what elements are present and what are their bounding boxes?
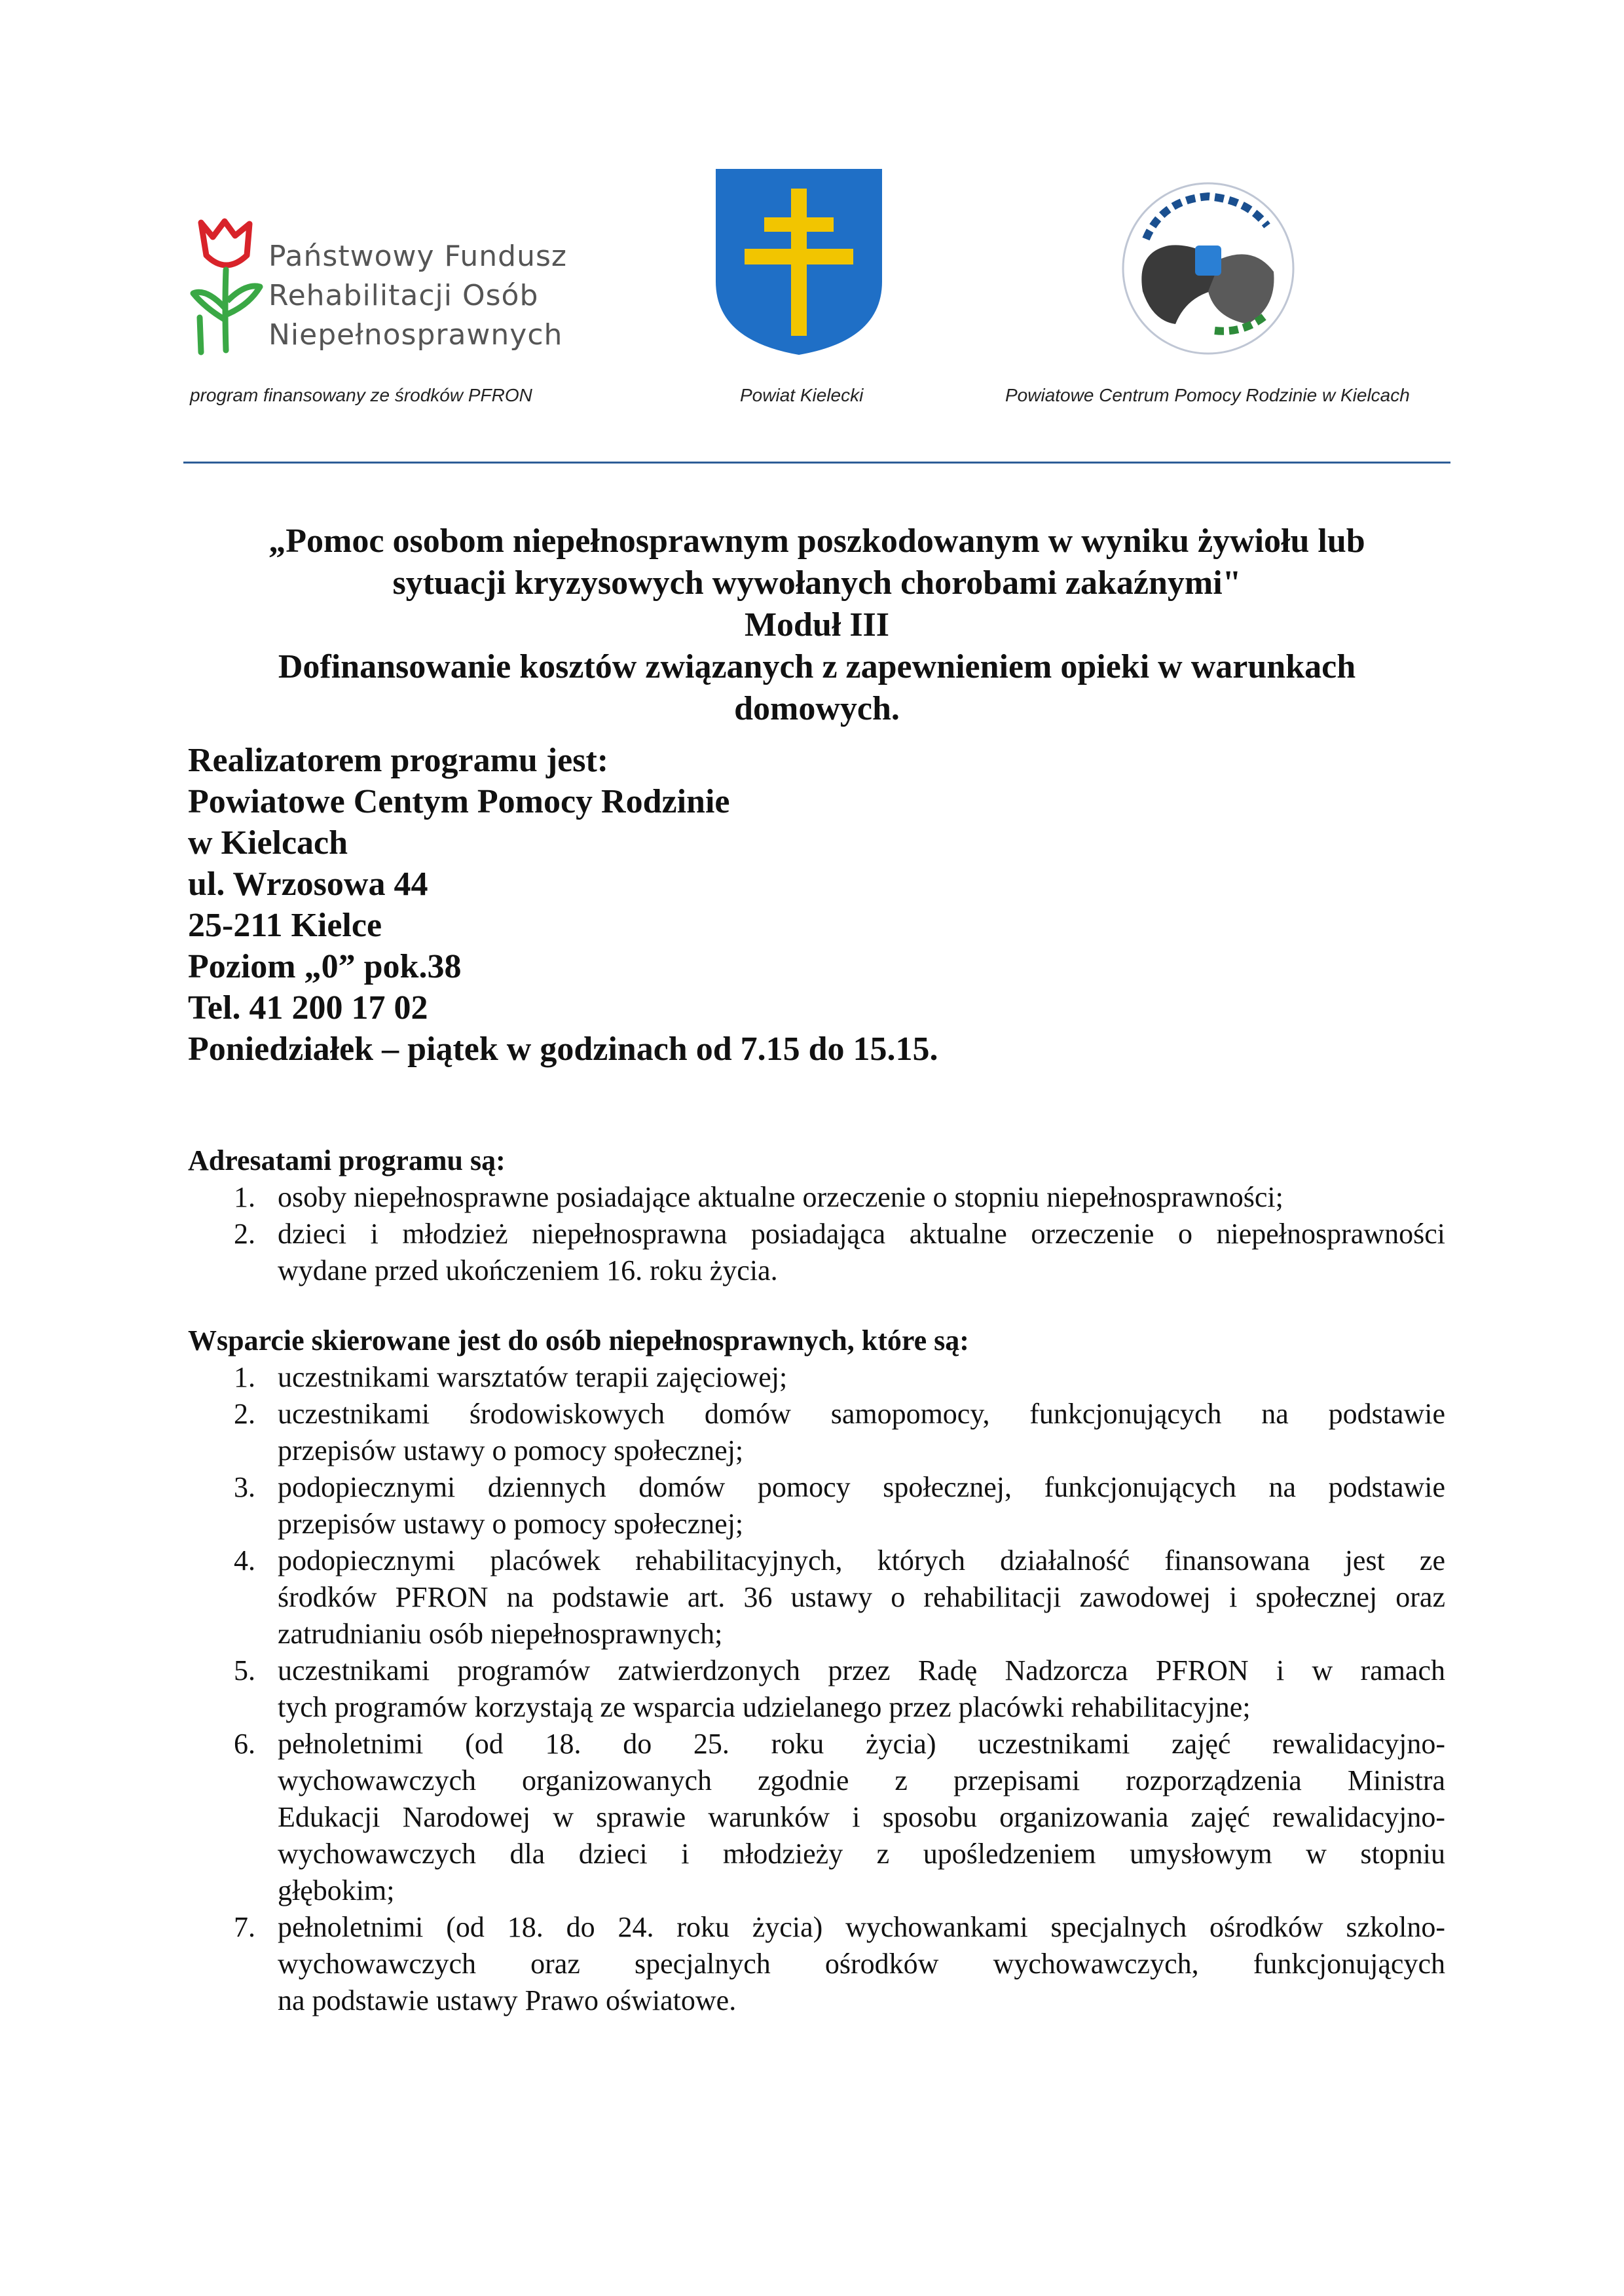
cross-crest-icon (710, 164, 887, 360)
pfron-name (268, 237, 567, 355)
pfron-caption: program finansowany ze środków PFRON (190, 385, 532, 405)
list-item (188, 1726, 1445, 1909)
powiat-caption: Powiat Kielecki (740, 385, 864, 405)
list-item-line: Edukacji Narodowej w sprawie warunków i sposobu organizowania zajęć rewalidacyjno- (278, 1801, 1445, 1833)
list-item-line: wydane przed ukończeniem 16. roku życia. (278, 1254, 778, 1286)
pcpr-logo (1116, 173, 1300, 363)
helping-hands-icon (1116, 173, 1300, 363)
list-number: 1. (234, 1181, 255, 1213)
support-list (188, 1359, 1445, 2019)
list-item-line: przepisów ustawy o pomocy społecznej; (278, 1508, 744, 1540)
list-item-line: uczestnikami warsztatów terapii zajęciowej; (278, 1361, 788, 1393)
addressees-list (188, 1179, 1445, 1289)
pfron-name-line: Niepełnosprawnych (268, 318, 563, 352)
list-number: 4. (234, 1544, 255, 1576)
info-line: w Kielcach (188, 824, 348, 862)
powiat-crest (710, 164, 887, 360)
list-item-line: tych programów korzystają ze wsparcia udzielanego przez placówki rehabilitacyjne; (278, 1691, 1251, 1723)
list-item-line: wychowawczych organizowanych zgodnie z przepisami rozporządzenia Ministra (278, 1764, 1445, 1796)
list-item-line: wychowawczych dla dzieci i młodzieży z upośledzeniem umysłowym w stopniu (278, 1838, 1445, 1870)
list-number: 3. (234, 1471, 255, 1503)
pcpr-caption: Powiatowe Centrum Pomocy Rodzinie w Kielcach (1005, 385, 1410, 405)
info-line: Powiatowe Centym Pomocy Rodzinie (188, 783, 730, 820)
list-item (188, 1179, 1445, 1216)
list-number: 5. (234, 1654, 255, 1686)
list-item (188, 1652, 1445, 1726)
list-item (188, 1542, 1445, 1652)
title-line: sytuacji kryzysowych wywołanych chorobami zakaźnymi" (392, 564, 1242, 602)
tulip-logo-icon (187, 210, 265, 360)
list-item-line: na podstawie ustawy Prawo oświatowe. (278, 1984, 737, 2016)
list-item-line: podopiecznymi dziennych domów pomocy społecznej, funkcjonujących na podstawie (278, 1471, 1445, 1503)
list-number: 2. (234, 1398, 255, 1430)
title-line: „Pomoc osobom niepełnosprawnym poszkodowanym w wyniku żywiołu lub (268, 522, 1365, 560)
list-item-line: dzieci i młodzież niepełnosprawna posiadająca aktualne orzeczenie o niepełnosprawności (278, 1218, 1445, 1250)
list-item-line: podopiecznymi placówek rehabilitacyjnych, których działalność finansowana jest ze (278, 1544, 1445, 1576)
info-line: ul. Wrzosowa 44 (188, 866, 428, 903)
title-line: domowych. (734, 690, 900, 727)
list-number: 7. (234, 1911, 255, 1943)
list-item (188, 1216, 1445, 1289)
support-section (188, 1322, 1445, 2019)
list-number: 1. (234, 1361, 255, 1393)
title-line: Dofinansowanie kosztów związanych z zapewnieniem opieki w warunkach (278, 648, 1356, 685)
list-item-line: wychowawczych oraz specjalnych ośrodków wychowawczych, funkcjonujących (278, 1948, 1445, 1980)
addressees-section (188, 1142, 1445, 1289)
pfron-logo (187, 210, 593, 360)
list-number: 6. (234, 1728, 255, 1760)
list-item (188, 1396, 1445, 1469)
list-item-line: środków PFRON na podstawie art. 36 ustawy o rehabilitacji zawodowej i społecznej oraz (278, 1581, 1445, 1613)
list-item-line: głębokim; (278, 1874, 395, 1906)
info-line: Poniedziałek – piątek w godzinach od 7.15 do 15.15. (188, 1030, 938, 1068)
contact-info (188, 740, 1432, 1070)
header-divider (183, 462, 1450, 464)
pfron-name-line: Rehabilitacji Osób (268, 279, 539, 312)
list-item-line: pełnoletnimi (od 18. do 25. roku życia) uczestnikami zajęć rewalidacyjno- (278, 1728, 1445, 1760)
list-item (188, 1469, 1445, 1542)
info-line: Realizatorem programu jest: (188, 742, 609, 779)
list-item-line: uczestnikami środowiskowych domów samopomocy, funkcjonujących na podstawie (278, 1398, 1445, 1430)
info-line: 25-211 Kielce (188, 907, 382, 944)
title-line: Moduł III (744, 606, 890, 644)
info-line: Tel. 41 200 17 02 (188, 989, 428, 1027)
list-number: 2. (234, 1218, 255, 1250)
info-line: Poziom „0” pok.38 (188, 948, 462, 985)
list-item (188, 1359, 1445, 1396)
list-item-line: uczestnikami programów zatwierdzonych przez Radę Nadzorcza PFRON i w ramach (278, 1654, 1445, 1686)
pfron-name-line: Państwowy Fundusz (268, 240, 568, 273)
list-item-line: zatrudnianiu osób niepełnosprawnych; (278, 1618, 723, 1650)
list-item-line: osoby niepełnosprawne posiadające aktualne orzeczenie o stopniu niepełnosprawności; (278, 1181, 1283, 1213)
list-item-line: przepisów ustawy o pomocy społecznej; (278, 1434, 744, 1467)
section-heading: Wsparcie skierowane jest do osób niepełnosprawnych, które są: (188, 1324, 969, 1357)
list-item (188, 1909, 1445, 2019)
program-title (170, 520, 1464, 730)
section-heading: Adresatami programu są: (188, 1144, 506, 1176)
list-item-line: pełnoletnimi (od 18. do 24. roku życia) wychowankami specjalnych ośrodków szkolno- (278, 1911, 1445, 1943)
